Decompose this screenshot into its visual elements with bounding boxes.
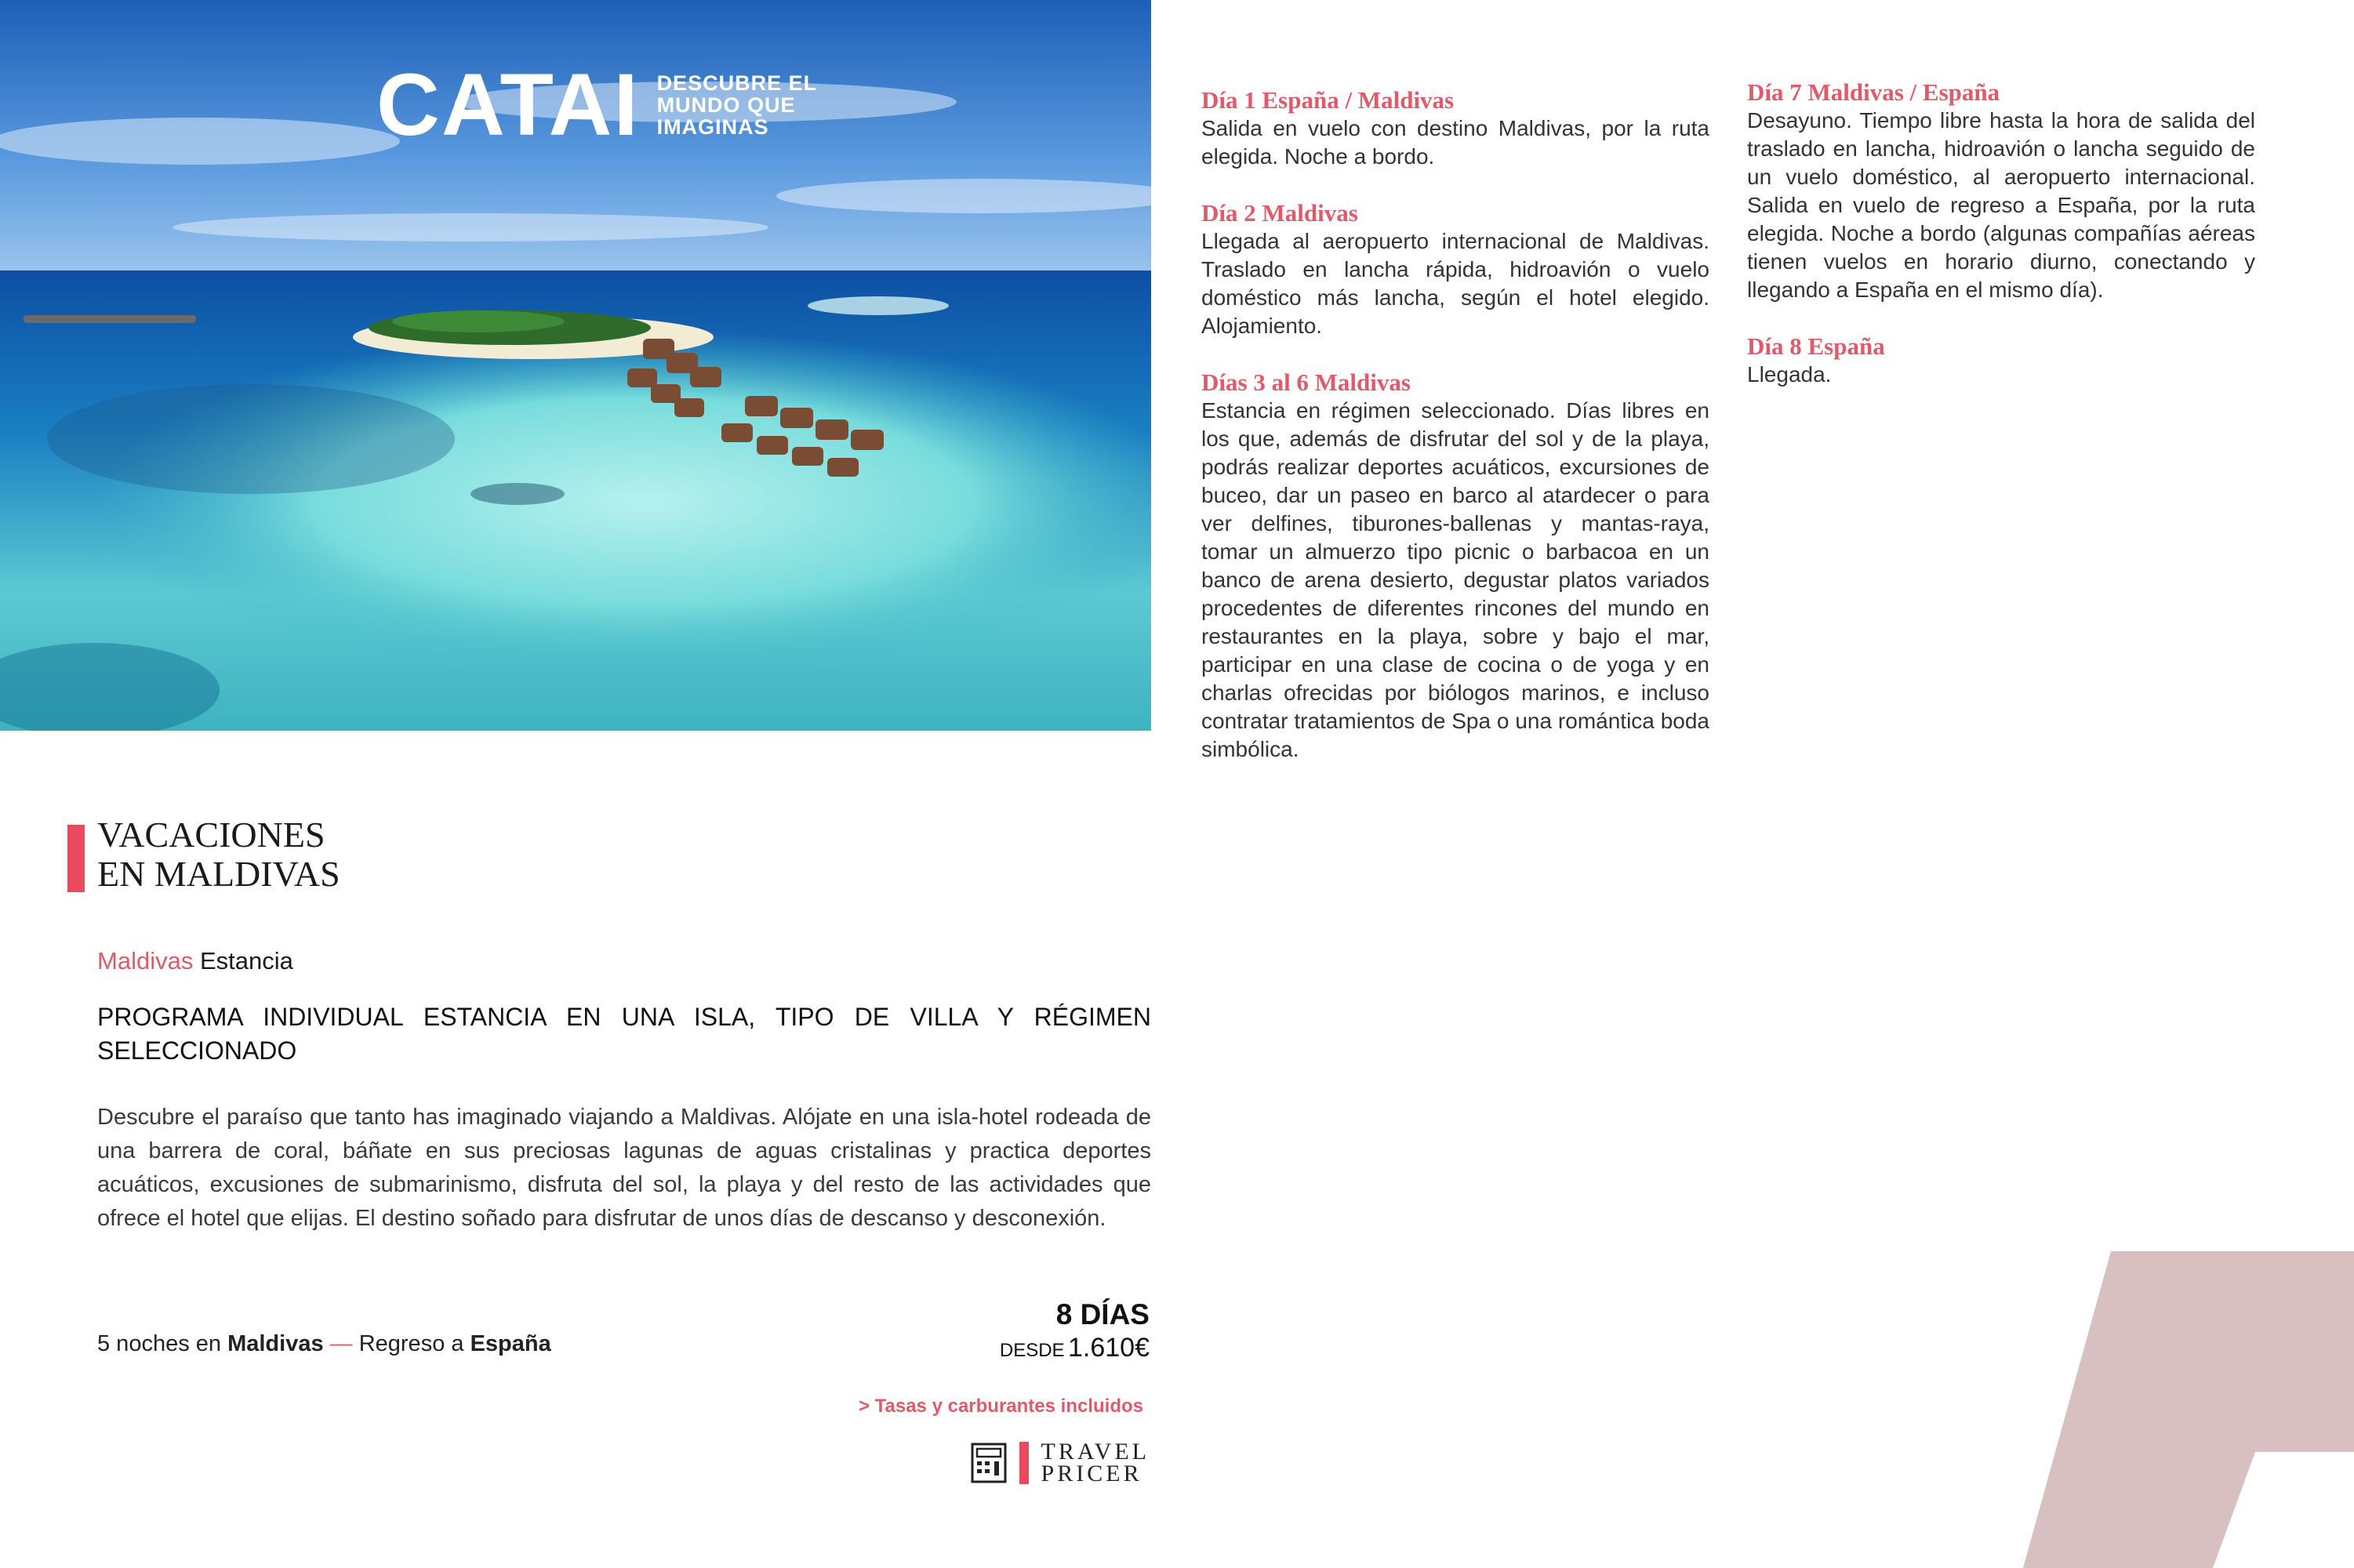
page-title xyxy=(97,815,646,894)
price-line xyxy=(1000,1333,1150,1363)
day-title: Días 3 al 6 Maldivas xyxy=(1201,368,1411,396)
page-title-line2: EN MALDIVAS xyxy=(97,854,340,894)
page-title-line1: VACACIONES xyxy=(97,815,325,855)
price-value: 1.610€ xyxy=(1068,1333,1150,1363)
day-title: Día 2 Maldivas xyxy=(1201,199,1358,227)
day-text: Estancia en régimen seleccionado. Días libres en los que, además de disfrutar del sol y de la playa, podrás realizar deportes acuáticos, excursiones de buceo, dar un paseo en barco al atardecer o para ver delfines, tiburones-ballenas y mantas-raya, tomar un almuerzo tipo picnic o barbacoa en un banco de arena desierto, degustar platos variados procedentes de diferentes rincones del mundo en restaurantes en la playa, sobre y bajo el mar, participar en una clase de cocina o de yoga y en charlas ofrecidas por biólogos marinos, e incluso contratar tratamientos de Spa o una romántica boda simbólica. xyxy=(1201,398,1709,761)
taxes-included-link[interactable]: > Tasas y carburantes incluidos xyxy=(858,1396,1143,1417)
day-text: Llegada al aeropuerto internacional de Maldivas. Traslado en lancha rápida, hidroavión o vuelo doméstico más lancha, según el hotel elegido. Alojamiento. xyxy=(1201,229,1709,338)
trip-duration: 8 DÍAS xyxy=(1055,1298,1150,1330)
nights-place: Maldivas xyxy=(227,1331,324,1356)
itinerary-day xyxy=(1201,86,1709,171)
day-title: Día 7 Maldivas / España xyxy=(1747,78,2000,106)
hero-photo xyxy=(0,0,1151,731)
itinerary-day xyxy=(1201,368,1709,764)
day-title: Día 1 España / Maldivas xyxy=(1201,86,1455,114)
day-text: Desayuno. Tiempo libre hasta la hora de salida del traslado en lancha, hidroavión o lancha seguido de un vuelo doméstico, al aeropuerto internacional. Salida en vuelo de regreso a España, por la ruta elegida. Noche a bordo (algunas compañías aéreas tienen vuelos en horario diurno, conectando y llegando a España en el mismo día). xyxy=(1747,108,2255,302)
program-heading: PROGRAMA INDIVIDUAL ESTANCIA EN UNA ISLA, TIPO DE VILLA Y RÉGIMEN SELECCIONADO xyxy=(97,1003,1151,1065)
day-text: Llegada. xyxy=(1747,362,1832,387)
subtitle-type: Estancia xyxy=(199,947,293,975)
itinerary-day xyxy=(1747,332,2255,389)
catai-logo xyxy=(376,56,818,154)
return-place: España xyxy=(470,1331,551,1356)
price-prefix: DESDE xyxy=(999,1340,1065,1361)
itinerary-day xyxy=(1747,78,2255,304)
itinerary-column-1 xyxy=(1201,86,1709,792)
route-summary xyxy=(97,1331,551,1357)
route-separator: — xyxy=(329,1331,353,1356)
brand-wordmark: CATAI xyxy=(376,56,640,154)
itinerary-day xyxy=(1201,199,1709,340)
travel-pricer-logo[interactable] xyxy=(971,1441,1150,1485)
description-paragraph: Descubre el paraíso que tanto has imaginado viajando a Maldivas. Alójate en una isla-hotel rodeada de una barrera de coral, báñate en sus preciosas lagunas de aguas cristalinas y practica deportes acuáticos, excusiones de submarinismo, disfruta del sol, la playa y del resto de las actividades que ofrece el hotel que elijas. El destino soñado para disfrutar de unos días de descanso y desconexión. xyxy=(97,1105,1151,1231)
day-text: Salida en vuelo con destino Maldivas, por la ruta elegida. Noche a bordo. xyxy=(1201,116,1709,169)
decorative-corner-shape xyxy=(2023,1251,2354,1568)
travel-pricer-label: TRAVEL PRICER xyxy=(1041,1439,1150,1486)
subtitle xyxy=(97,947,293,975)
title-accent-bar xyxy=(67,825,85,892)
itinerary-column-2 xyxy=(1747,78,2255,417)
return-text: Regreso a xyxy=(358,1331,464,1356)
nights-text: 5 noches en xyxy=(97,1331,222,1356)
subtitle-destination: Maldivas xyxy=(97,947,194,975)
calculator-icon xyxy=(971,1443,1007,1483)
day-title: Día 8 España xyxy=(1747,332,1885,360)
pricer-accent-bar xyxy=(1019,1442,1029,1484)
brand-tagline: DESCUBRE EL MUNDO QUE IMAGINAS xyxy=(656,71,818,139)
